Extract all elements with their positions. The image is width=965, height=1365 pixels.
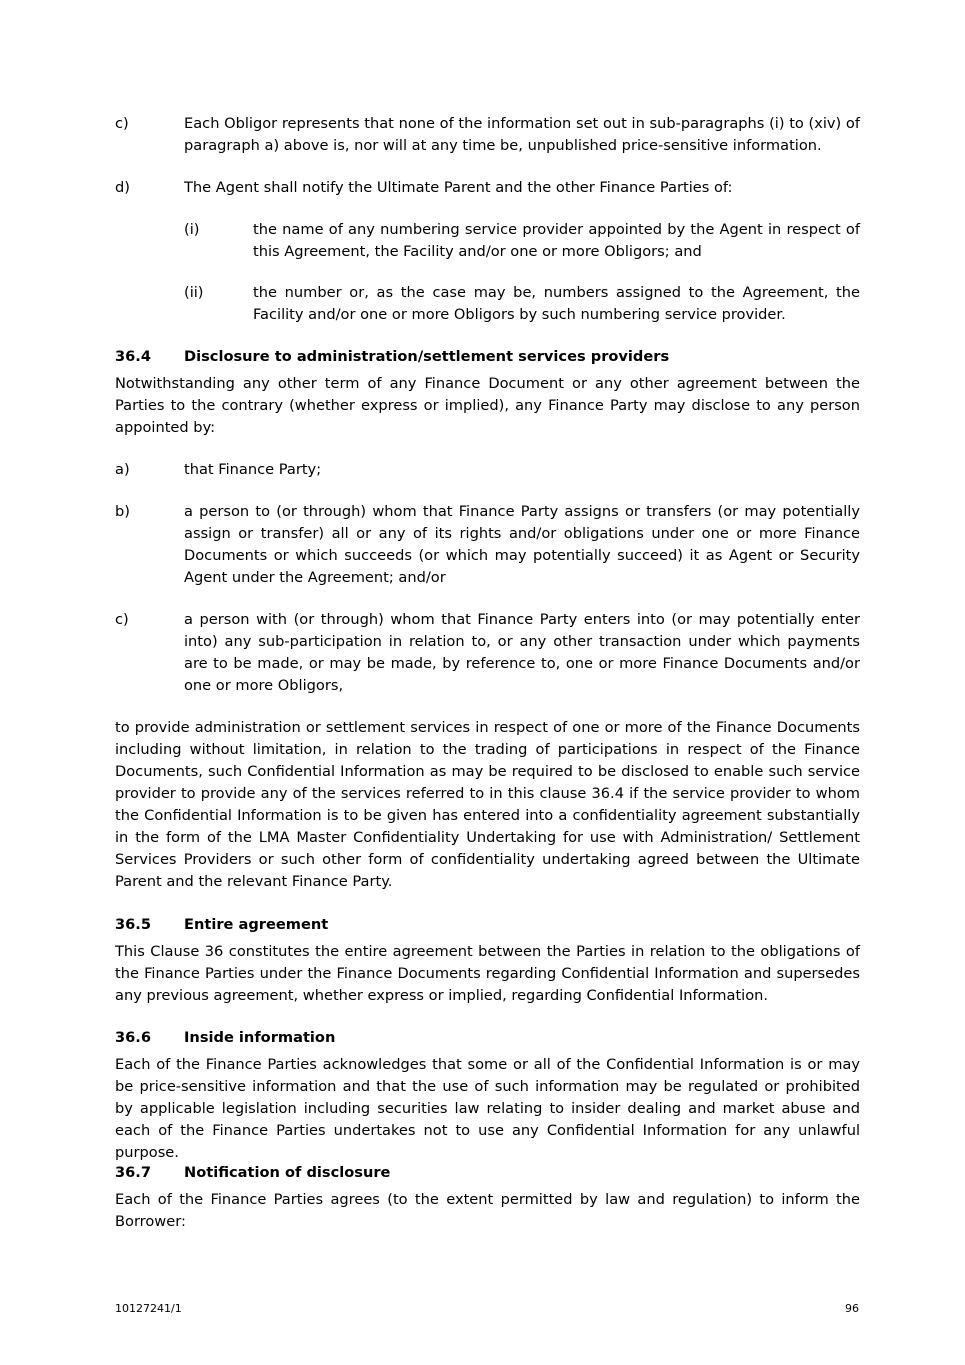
paragraph-label: c) <box>115 611 129 628</box>
section-title: Disclosure to administration/settlement services providers <box>184 348 670 365</box>
paragraph-text: a person with (or through) whom that Finance Party enters into (or may potentially enter into) any sub-participation in relation to, or any other transaction under which payments are to be made, or may be made, by reference to, one or more Finance Documents and/or one or more Obligors, <box>184 611 860 694</box>
section-number: 36.6 <box>115 1029 152 1046</box>
subparagraph-d-ii <box>115 282 860 326</box>
subparagraph-label: (i) <box>184 221 200 238</box>
footer-page-number: 96 <box>845 1302 859 1315</box>
paragraph-d <box>115 177 860 199</box>
footer-doc-ref: 10127241/1 <box>115 1302 182 1315</box>
section-number: 36.7 <box>115 1164 152 1181</box>
subparagraph-text: the name of any numbering service provider appointed by the Agent in respect of this Agreement, the Facility and/or one or more Obligors; and <box>253 221 860 260</box>
paragraph-text: The Agent shall notify the Ultimate Parent and the other Finance Parties of: <box>184 179 733 196</box>
section-36-5-body: This Clause 36 constitutes the entire agreement between the Parties in relation to the obligations of the Finance Parties under the Finance Documents regarding Confidential Information and supersedes any previous agreement, whether express or implied, regarding Confidential Information. <box>115 943 860 1004</box>
section-title: Entire agreement <box>184 916 329 933</box>
paragraph-36-4-a <box>115 459 860 481</box>
section-number: 36.4 <box>115 348 152 365</box>
paragraph-36-4-c <box>115 609 860 697</box>
paragraph-label: b) <box>115 503 130 520</box>
section-36-4-intro: Notwithstanding any other term of any Finance Document or any other agreement between the Parties to the contrary (whether express or implied), any Finance Party may disclose to any person appointed by: <box>115 375 860 436</box>
subparagraph-text: the number or, as the case may be, numbers assigned to the Agreement, the Facility and/or one or more Obligors by such numbering service provider. <box>253 284 860 323</box>
paragraph-c-top <box>115 113 860 157</box>
paragraph-label: c) <box>115 115 129 132</box>
paragraph-text: Each Obligor represents that none of the information set out in sub-paragraphs (i) to (xiv) of paragraph a) above is, nor will at any time be, unpublished price-sensitive information. <box>184 115 860 154</box>
paragraph-text: a person to (or through) whom that Finance Party assigns or transfers (or may potentially assign or transfer) all or any of its rights and/or obligations under one or more Finance Documents or which succeeds (or which may potentially succeed) it as Agent or Security Agent under the Agreement; and/or <box>184 503 860 586</box>
section-heading-36-4 <box>115 346 860 368</box>
paragraph-text: that Finance Party; <box>184 461 322 478</box>
paragraph-36-4-b <box>115 501 860 589</box>
paragraph-label: a) <box>115 461 130 478</box>
paragraph-label: d) <box>115 179 130 196</box>
section-36-4-closing: to provide administration or settlement services in respect of one or more of the Finance Documents including without limitation, in relation to the trading of participations in respect of the Finance Documents, such Confidential Information as may be required to be disclosed to enable such service provider to provide any of the services referred to in this clause 36.4 if the service provider to whom the Confidential Information is to be given has entered into a confidentiality agreement substantially in the form of the LMA Master Confidentiality Undertaking for use with Administration/ Settlement Services Providers or such other form of confidentiality undertaking agreed between the Ultimate Parent and the relevant Finance Party. <box>115 719 860 890</box>
subparagraph-d-i <box>115 219 860 263</box>
section-title: Notification of disclosure <box>184 1164 391 1181</box>
section-heading-36-7 <box>115 1162 860 1184</box>
subparagraph-label: (ii) <box>184 284 204 301</box>
section-number: 36.5 <box>115 916 152 933</box>
section-36-6-body: Each of the Finance Parties acknowledges that some or all of the Confidential Information is or may be price-sensitive information and that the use of such information may be regulated or prohibited by applicable legislation including securities law relating to insider dealing and market abuse and each of the Finance Parties undertakes not to use any Confidential Information for any unlawful purpose. <box>115 1056 860 1161</box>
section-heading-36-6 <box>115 1027 860 1049</box>
section-36-7-body: Each of the Finance Parties agrees (to the extent permitted by law and regulation) to inform the Borrower: <box>115 1191 860 1230</box>
section-title: Inside information <box>184 1029 336 1046</box>
section-heading-36-5 <box>115 914 860 936</box>
